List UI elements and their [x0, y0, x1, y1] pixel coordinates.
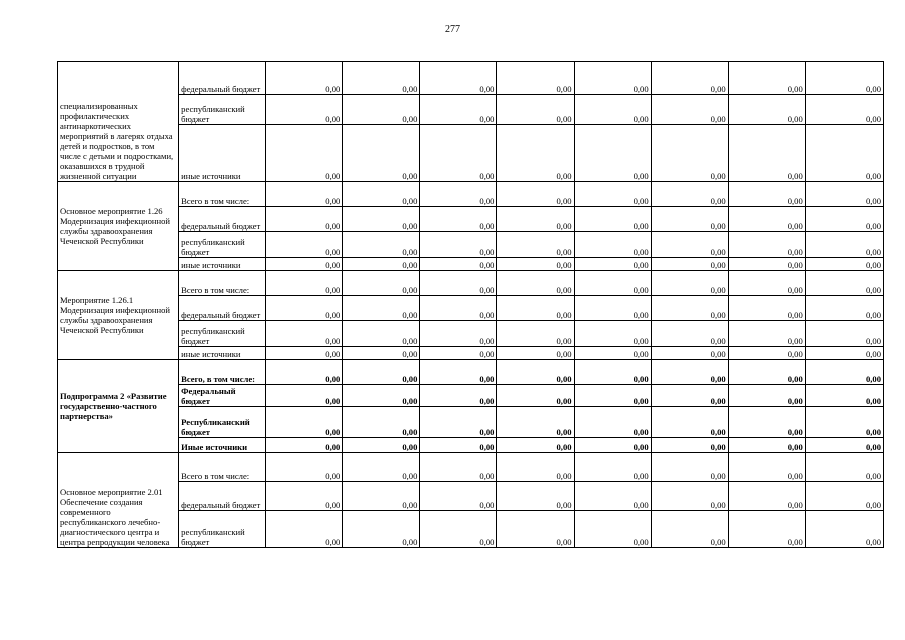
table-row	[58, 453, 884, 482]
amount-cell: 0,00	[574, 360, 651, 385]
table-row	[58, 271, 884, 296]
amount-cell: 0,00	[266, 95, 343, 125]
amount-cell: 0,00	[651, 453, 728, 482]
amount-cell: 0,00	[805, 347, 883, 360]
amount-cell: 0,00	[574, 296, 651, 321]
amount-cell: 0,00	[266, 360, 343, 385]
amount-cell: 0,00	[420, 385, 497, 407]
program-name-cell: Основное мероприятие 2.01 Обеспечение создания современного республиканского лечебно-диагностического центра и центра репродукции человека	[58, 453, 179, 548]
funding-source-cell: федеральный бюджет	[179, 296, 266, 321]
amount-cell: 0,00	[266, 232, 343, 258]
amount-cell: 0,00	[728, 438, 805, 453]
amount-cell: 0,00	[343, 125, 420, 182]
amount-cell: 0,00	[805, 182, 883, 207]
amount-cell: 0,00	[728, 360, 805, 385]
amount-cell: 0,00	[266, 207, 343, 232]
amount-cell: 0,00	[651, 95, 728, 125]
amount-cell: 0,00	[343, 453, 420, 482]
funding-source-cell: федеральный бюджет	[179, 62, 266, 95]
amount-cell: 0,00	[805, 62, 883, 95]
amount-cell: 0,00	[497, 482, 574, 511]
amount-cell: 0,00	[497, 360, 574, 385]
amount-cell: 0,00	[728, 296, 805, 321]
amount-cell: 0,00	[728, 511, 805, 548]
program-name-cell: Подпрограмма 2 «Развитие государственно-частного партнерства»	[58, 360, 179, 453]
amount-cell: 0,00	[343, 438, 420, 453]
amount-cell: 0,00	[805, 385, 883, 407]
amount-cell: 0,00	[343, 258, 420, 271]
amount-cell: 0,00	[651, 182, 728, 207]
amount-cell: 0,00	[728, 347, 805, 360]
amount-cell: 0,00	[574, 125, 651, 182]
table-row	[58, 62, 884, 95]
amount-cell: 0,00	[343, 232, 420, 258]
amount-cell: 0,00	[651, 125, 728, 182]
amount-cell: 0,00	[497, 438, 574, 453]
amount-cell: 0,00	[651, 232, 728, 258]
amount-cell: 0,00	[420, 271, 497, 296]
amount-cell: 0,00	[574, 453, 651, 482]
funding-source-cell: Федеральный бюджет	[179, 385, 266, 407]
amount-cell: 0,00	[497, 258, 574, 271]
amount-cell: 0,00	[574, 321, 651, 347]
amount-cell: 0,00	[420, 125, 497, 182]
funding-source-cell: федеральный бюджет	[179, 482, 266, 511]
amount-cell: 0,00	[420, 62, 497, 95]
amount-cell: 0,00	[497, 62, 574, 95]
amount-cell: 0,00	[651, 62, 728, 95]
amount-cell: 0,00	[343, 360, 420, 385]
amount-cell: 0,00	[420, 482, 497, 511]
table-row	[58, 385, 884, 407]
amount-cell: 0,00	[574, 271, 651, 296]
funding-source-cell: Всего в том числе:	[179, 453, 266, 482]
amount-cell: 0,00	[266, 62, 343, 95]
amount-cell: 0,00	[805, 321, 883, 347]
page-number: 277	[445, 24, 460, 35]
amount-cell: 0,00	[497, 511, 574, 548]
amount-cell: 0,00	[343, 95, 420, 125]
amount-cell: 0,00	[497, 407, 574, 438]
amount-cell: 0,00	[651, 321, 728, 347]
amount-cell: 0,00	[420, 453, 497, 482]
amount-cell: 0,00	[497, 347, 574, 360]
amount-cell: 0,00	[651, 360, 728, 385]
table-row	[58, 482, 884, 511]
amount-cell: 0,00	[651, 511, 728, 548]
amount-cell: 0,00	[343, 511, 420, 548]
amount-cell: 0,00	[728, 321, 805, 347]
amount-cell: 0,00	[651, 385, 728, 407]
amount-cell: 0,00	[266, 385, 343, 407]
amount-cell: 0,00	[651, 296, 728, 321]
amount-cell: 0,00	[497, 453, 574, 482]
table-row	[58, 125, 884, 182]
amount-cell: 0,00	[266, 407, 343, 438]
amount-cell: 0,00	[497, 296, 574, 321]
amount-cell: 0,00	[574, 95, 651, 125]
table-row	[58, 511, 884, 548]
amount-cell: 0,00	[805, 360, 883, 385]
amount-cell: 0,00	[420, 360, 497, 385]
funding-source-cell: республиканский бюджет	[179, 95, 266, 125]
amount-cell: 0,00	[420, 95, 497, 125]
amount-cell: 0,00	[574, 258, 651, 271]
amount-cell: 0,00	[574, 62, 651, 95]
table-row	[58, 296, 884, 321]
table-row	[58, 182, 884, 207]
table-row	[58, 347, 884, 360]
funding-source-cell: Всего в том числе:	[179, 271, 266, 296]
amount-cell: 0,00	[420, 321, 497, 347]
amount-cell: 0,00	[651, 258, 728, 271]
amount-cell: 0,00	[728, 95, 805, 125]
program-name-cell: Основное мероприятие 1.26 Модернизация инфекционной службы здравоохранения Чеченской Республики	[58, 182, 179, 271]
amount-cell: 0,00	[728, 232, 805, 258]
table-row	[58, 232, 884, 258]
amount-cell: 0,00	[420, 407, 497, 438]
amount-cell: 0,00	[728, 207, 805, 232]
table-row	[58, 207, 884, 232]
amount-cell: 0,00	[651, 482, 728, 511]
amount-cell: 0,00	[574, 438, 651, 453]
table-row	[58, 360, 884, 385]
table-row	[58, 438, 884, 453]
amount-cell: 0,00	[728, 62, 805, 95]
program-name-cell: специализированных профилактических антинаркотических мероприятий в лагерях отдыха детей и подростков, в том числе с детьми и подростками, оказавшихся в трудной жизненной ситуации	[58, 62, 179, 182]
amount-cell: 0,00	[343, 62, 420, 95]
funding-source-cell: иные источники	[179, 347, 266, 360]
amount-cell: 0,00	[728, 385, 805, 407]
amount-cell: 0,00	[574, 347, 651, 360]
budget-table	[57, 61, 884, 548]
amount-cell: 0,00	[420, 511, 497, 548]
funding-source-cell: Республиканский бюджет	[179, 407, 266, 438]
amount-cell: 0,00	[343, 182, 420, 207]
amount-cell: 0,00	[266, 182, 343, 207]
amount-cell: 0,00	[728, 407, 805, 438]
amount-cell: 0,00	[420, 182, 497, 207]
amount-cell: 0,00	[805, 511, 883, 548]
amount-cell: 0,00	[343, 271, 420, 296]
amount-cell: 0,00	[497, 95, 574, 125]
amount-cell: 0,00	[420, 232, 497, 258]
amount-cell: 0,00	[805, 207, 883, 232]
amount-cell: 0,00	[574, 207, 651, 232]
funding-source-cell: иные источники	[179, 125, 266, 182]
amount-cell: 0,00	[497, 232, 574, 258]
amount-cell: 0,00	[574, 232, 651, 258]
amount-cell: 0,00	[420, 296, 497, 321]
amount-cell: 0,00	[651, 271, 728, 296]
amount-cell: 0,00	[574, 407, 651, 438]
amount-cell: 0,00	[343, 347, 420, 360]
amount-cell: 0,00	[728, 125, 805, 182]
amount-cell: 0,00	[805, 125, 883, 182]
amount-cell: 0,00	[497, 207, 574, 232]
amount-cell: 0,00	[343, 407, 420, 438]
funding-source-cell: федеральный бюджет	[179, 207, 266, 232]
amount-cell: 0,00	[651, 207, 728, 232]
amount-cell: 0,00	[420, 258, 497, 271]
amount-cell: 0,00	[266, 453, 343, 482]
table-row	[58, 321, 884, 347]
budget-table-body	[58, 62, 884, 548]
amount-cell: 0,00	[497, 271, 574, 296]
funding-source-cell: Всего, в том числе:	[179, 360, 266, 385]
amount-cell: 0,00	[266, 347, 343, 360]
amount-cell: 0,00	[266, 511, 343, 548]
amount-cell: 0,00	[497, 321, 574, 347]
amount-cell: 0,00	[343, 482, 420, 511]
amount-cell: 0,00	[728, 271, 805, 296]
amount-cell: 0,00	[266, 438, 343, 453]
amount-cell: 0,00	[266, 271, 343, 296]
amount-cell: 0,00	[574, 182, 651, 207]
funding-source-cell: Всего в том числе:	[179, 182, 266, 207]
amount-cell: 0,00	[728, 182, 805, 207]
amount-cell: 0,00	[805, 271, 883, 296]
amount-cell: 0,00	[343, 385, 420, 407]
amount-cell: 0,00	[574, 511, 651, 548]
funding-source-cell: республиканский бюджет	[179, 321, 266, 347]
amount-cell: 0,00	[574, 385, 651, 407]
amount-cell: 0,00	[728, 258, 805, 271]
amount-cell: 0,00	[651, 438, 728, 453]
amount-cell: 0,00	[728, 453, 805, 482]
amount-cell: 0,00	[266, 321, 343, 347]
amount-cell: 0,00	[343, 321, 420, 347]
amount-cell: 0,00	[805, 258, 883, 271]
amount-cell: 0,00	[805, 438, 883, 453]
amount-cell: 0,00	[420, 207, 497, 232]
amount-cell: 0,00	[266, 125, 343, 182]
amount-cell: 0,00	[497, 385, 574, 407]
amount-cell: 0,00	[420, 438, 497, 453]
funding-source-cell: Иные источники	[179, 438, 266, 453]
amount-cell: 0,00	[805, 407, 883, 438]
amount-cell: 0,00	[805, 95, 883, 125]
funding-source-cell: иные источники	[179, 258, 266, 271]
amount-cell: 0,00	[574, 482, 651, 511]
table-row	[58, 407, 884, 438]
table-row	[58, 258, 884, 271]
amount-cell: 0,00	[420, 347, 497, 360]
amount-cell: 0,00	[343, 207, 420, 232]
amount-cell: 0,00	[497, 125, 574, 182]
amount-cell: 0,00	[805, 482, 883, 511]
amount-cell: 0,00	[343, 296, 420, 321]
amount-cell: 0,00	[805, 296, 883, 321]
amount-cell: 0,00	[805, 232, 883, 258]
amount-cell: 0,00	[728, 482, 805, 511]
amount-cell: 0,00	[266, 482, 343, 511]
funding-source-cell: республиканский бюджет	[179, 232, 266, 258]
amount-cell: 0,00	[266, 258, 343, 271]
amount-cell: 0,00	[266, 296, 343, 321]
funding-source-cell: республиканский бюджет	[179, 511, 266, 548]
amount-cell: 0,00	[651, 347, 728, 360]
amount-cell: 0,00	[651, 407, 728, 438]
amount-cell: 0,00	[497, 182, 574, 207]
table-row	[58, 95, 884, 125]
program-name-cell: Мероприятие 1.26.1 Модернизация инфекционной службы здравоохранения Чеченской Республики	[58, 271, 179, 360]
amount-cell: 0,00	[805, 453, 883, 482]
